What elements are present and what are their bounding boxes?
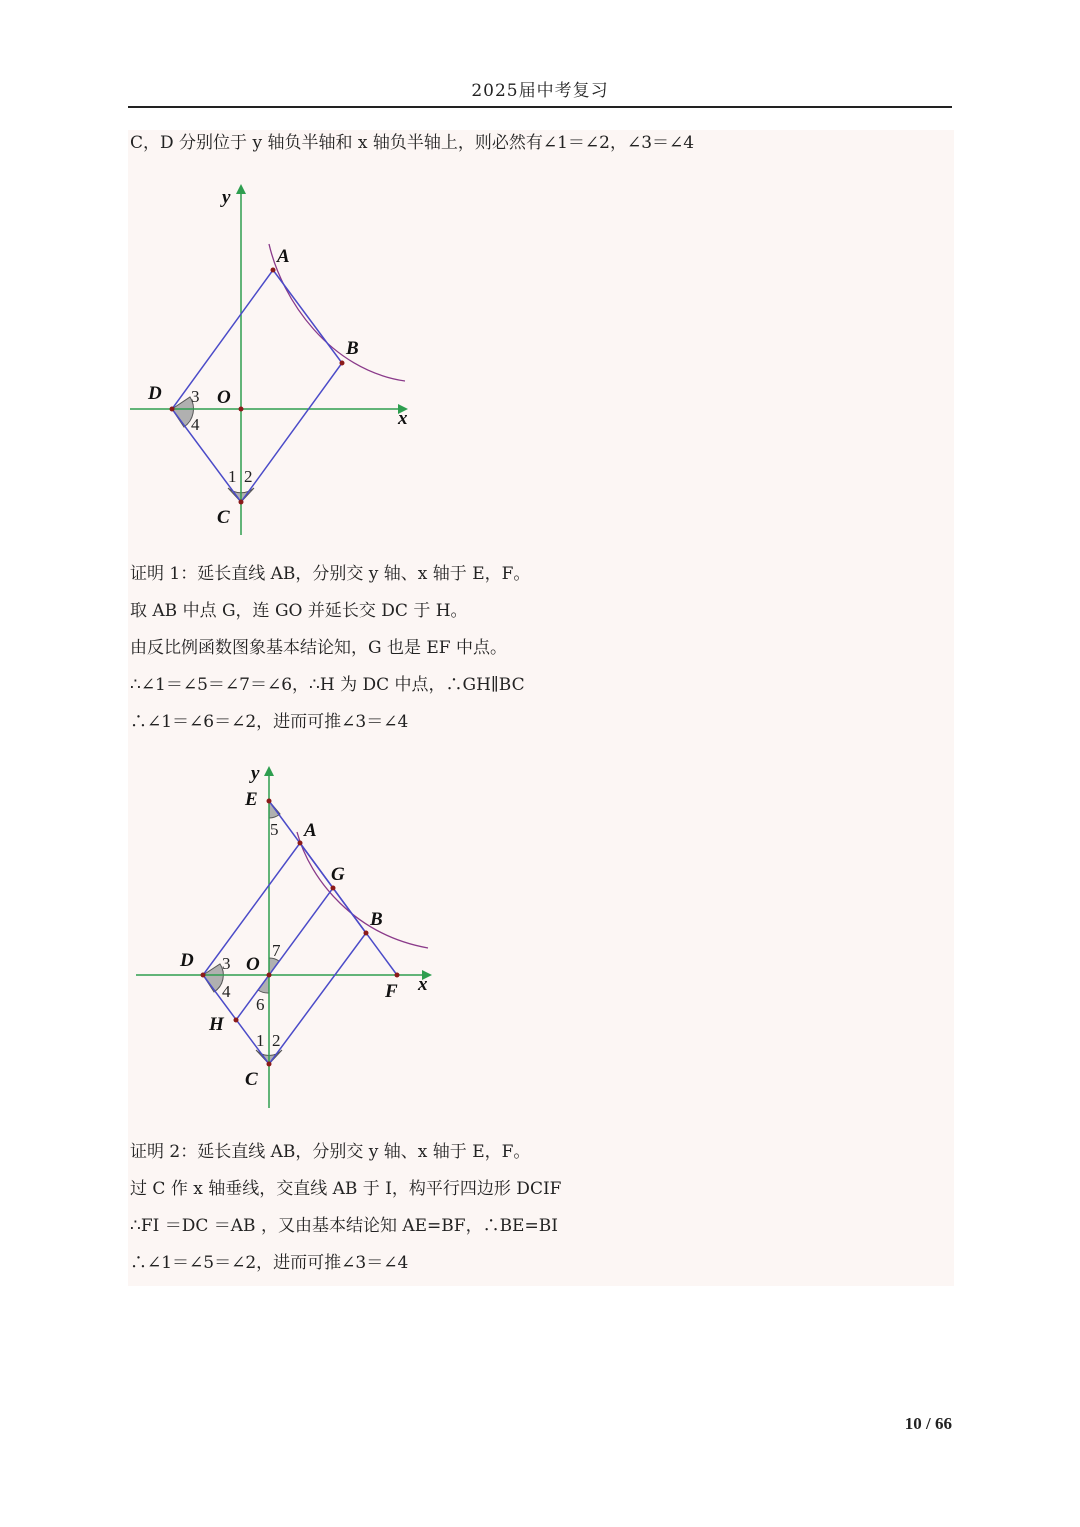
label-y: y <box>222 187 231 208</box>
point-D <box>170 407 175 412</box>
label-A: A <box>304 820 317 841</box>
proof1-line-1: 证明 1：延长直线 AB，分别交 y 轴、x 轴于 E，F。 <box>130 564 531 584</box>
label-A: A <box>277 246 290 267</box>
angle-label-7: 7 <box>272 941 281 960</box>
y-axis-arrow <box>264 766 274 776</box>
label-H: H <box>209 1014 224 1035</box>
proof1-line-3: 由反比例函数图象基本结论知，G 也是 EF 中点。 <box>130 638 507 658</box>
figure-1 <box>128 180 428 542</box>
intro-text: C，D 分别位于 y 轴负半轴和 x 轴负半轴上，则必然有∠1＝∠2，∠3＝∠4 <box>130 133 695 153</box>
label-F: F <box>385 981 398 1002</box>
label-C: C <box>245 1069 258 1090</box>
point-F <box>395 973 400 978</box>
angle-label-3: 3 <box>191 387 200 406</box>
label-x: x <box>418 974 428 995</box>
page-header: 2025届中考复习 <box>471 81 609 101</box>
point-A <box>298 841 303 846</box>
label-E: E <box>245 789 258 810</box>
quadrilateral-ABCD <box>172 270 342 502</box>
point-O <box>239 407 244 412</box>
label-G: G <box>331 864 345 885</box>
proof2-line-2: 过 C 作 x 轴垂线，交直线 AB 于 I，构平行四边形 DCIF <box>130 1179 562 1199</box>
y-axis-arrow <box>236 184 246 194</box>
label-D: D <box>148 383 162 404</box>
hyperbola-curve <box>297 832 428 948</box>
angle-label-3: 3 <box>222 954 231 973</box>
point-A <box>271 268 276 273</box>
angle-label-5: 5 <box>270 820 279 839</box>
point-H <box>234 1018 239 1023</box>
label-B: B <box>370 909 383 930</box>
angle-label-4: 4 <box>222 982 231 1001</box>
proof1-line-5: ∴∠1＝∠6＝∠2，进而可推∠3＝∠4 <box>130 712 409 732</box>
angle-label-1: 1 <box>228 467 237 486</box>
angle-label-2: 2 <box>272 1031 281 1050</box>
proof2-line-1: 证明 2：延长直线 AB，分别交 y 轴、x 轴于 E，F。 <box>130 1142 531 1162</box>
label-x: x <box>398 408 408 429</box>
point-B <box>364 931 369 936</box>
angle-label-4: 4 <box>191 415 200 434</box>
angle-label-2: 2 <box>244 467 253 486</box>
point-E <box>267 799 272 804</box>
label-B: B <box>346 338 359 359</box>
point-O <box>267 973 272 978</box>
label-O: O <box>217 387 231 408</box>
angle-label-6: 6 <box>256 995 265 1014</box>
point-C <box>267 1062 272 1067</box>
point-D <box>201 973 206 978</box>
point-G <box>331 886 336 891</box>
figure-2 <box>130 760 440 1115</box>
label-C: C <box>217 507 230 528</box>
point-B <box>340 361 345 366</box>
label-y: y <box>251 763 260 784</box>
proof1-line-4: ∴∠1＝∠5＝∠7＝∠6，∴H 为 DC 中点，∴GH∥BC <box>130 675 525 695</box>
label-D: D <box>180 950 194 971</box>
label-O: O <box>246 954 260 975</box>
header-divider <box>128 106 952 108</box>
page-number: 10 / 66 <box>904 1414 952 1433</box>
proof2-line-3: ∴FI ＝DC ＝AB ，又由基本结论知 AE=BF，∴BE=BI <box>130 1216 558 1236</box>
angle-label-1: 1 <box>256 1031 265 1050</box>
proof1-line-2: 取 AB 中点 G，连 GO 并延长交 DC 于 H。 <box>130 601 468 621</box>
proof2-line-4: ∴∠1＝∠5＝∠2，进而可推∠3＝∠4 <box>130 1253 409 1273</box>
point-C <box>239 500 244 505</box>
